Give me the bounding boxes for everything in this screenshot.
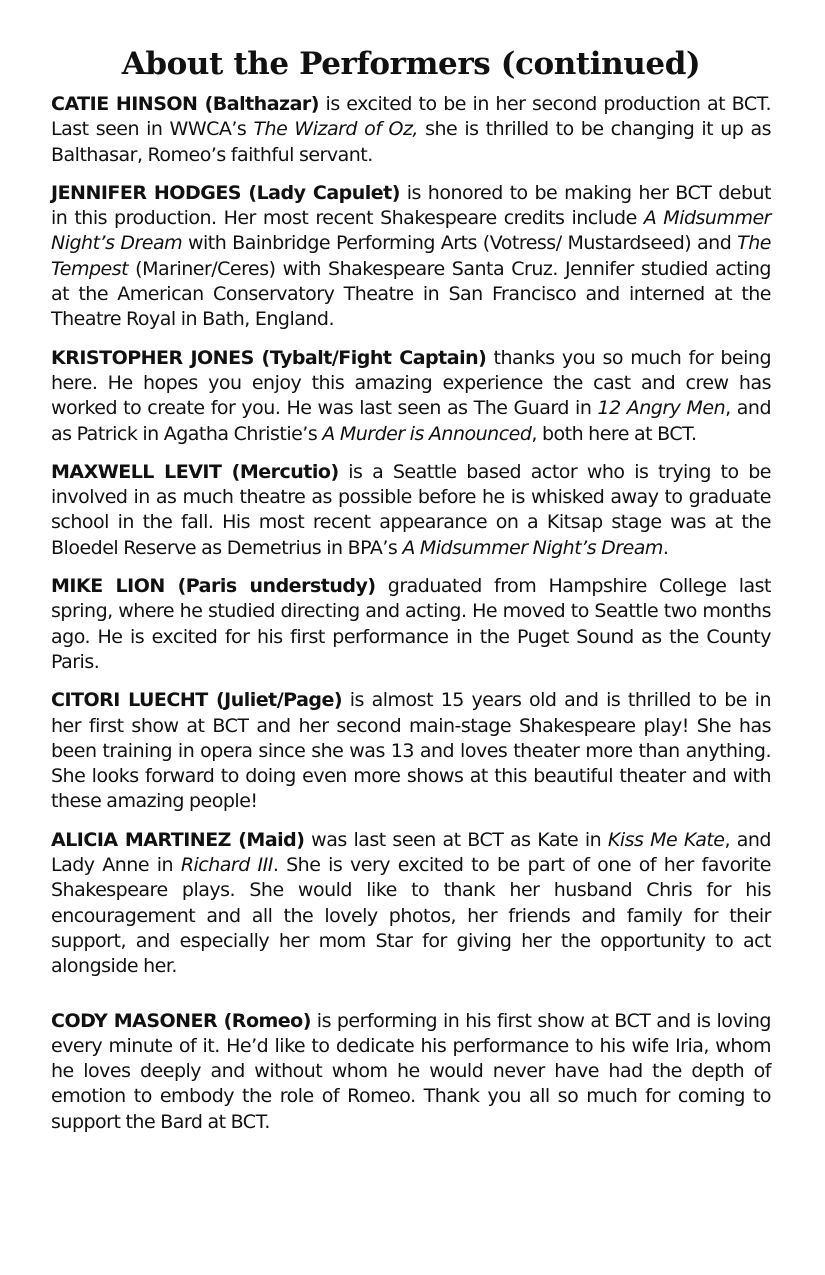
performer-name: KRISTOPHER JONES (Tybalt/Fight Captain) [51,346,487,369]
bio-text: thanks you so much for being here. He hopes you enjoy this amazing experience the cast and crew has worked to create for you. He was last seen as The Guard in [51,346,771,420]
bio-text: was last seen at BCT as Kate in [304,828,608,851]
show-title: A Midsummer Night’s Dream [51,207,771,255]
bio-mike-lion [51,574,771,675]
show-title: A Midsummer Night’s Dream [402,536,663,559]
bio-text: . She is very excited to be part of one of her favorite Shakespeare plays. She would like to thank her husband Chris for his encouragement and all the lovely photos, her friends and family for their support, and especially her mom Star for giving her the opportunity to act alongside her. [51,854,771,978]
performer-name: ALICIA MARTINEZ (Maid) [51,828,305,851]
performer-name: CODY MASONER (Romeo) [51,1009,311,1032]
performer-name: MIKE LION (Paris understudy) [51,575,376,598]
performer-name: CATIE HINSON (Balthazar) [51,93,319,115]
bio-text: is excited to be in her second production at BCT. Last seen in WWCA’s [51,93,772,141]
bio-text: is almost 15 years old and is thrilled to be in her first show at BCT and her second main-stage Shakespeare play! She has been training in opera since she was 13 and loves theater more than anything. She looks forward to doing even more shows at this beautiful theater and with these amazing people! [51,689,771,813]
bio-citori-luecht [51,688,771,814]
show-title: 12 Angry Men [597,397,726,420]
bio-text: graduated from Hampshire College last spring, where he studied directing and acting. He moved to Seattle two months ago. He is excited for his first performance in the Puget Sound as the County Paris. [51,575,771,673]
bio-text: , both here at BCT. [531,422,697,445]
bio-text: , and as Patrick in Agatha Christie’s [51,397,771,445]
bio-text: is a Seattle based actor who is trying to be involved in as much theatre as possible before he is whisked away to graduate school in the fall. His most recent appearance on a Kitsap stage was at the Bloedel Reserve as Demetrius in BPA’s [51,460,771,559]
bio-text: is performing in his first show at BCT and is loving every minute of it. He’d like to dedicate his performance to his wife Iria, whom he loves deeply and without whom he would never have had the depth of emotion to embody the role of Romeo. Thank you all so much for coming to support the Bard at BCT. [51,1009,771,1133]
performer-name: JENNIFER HODGES (Lady Capulet) [51,181,400,204]
bio-text: she is thrilled to be changing it up as Balthasar, Romeo’s faithful servant. [51,118,771,166]
bio-text: (Mariner/Ceres) with Shakespeare Santa Cruz. Jennifer studied acting at the American Conservatory Theatre in San Francisco and interned at the Theatre Royal in Bath, England. [51,257,771,331]
page-title: About the Performers (continued) [121,46,701,82]
bio-kristopher-jones [51,346,771,447]
show-title: Richard III [180,854,273,877]
bio-jennifer-hodges [51,181,771,333]
bio-text: . [662,536,669,559]
bio-alicia-martinez [51,828,771,980]
bio-text: with Bainbridge Performing Arts (Votress/ Mustardseed) and [182,232,738,255]
show-title: The Tempest [51,232,771,280]
bio-cody-masoner [51,1009,771,1135]
performer-name: MAXWELL LEVIT (Mercutio) [51,460,339,483]
show-title: A Murder is Announced [322,422,532,445]
bio-text: is honored to be making her BCT debut in this production. Her most recent Shakespeare credits include [51,181,771,230]
performer-name: CITORI LUECHT (Juliet/Page) [51,689,343,712]
bio-maxwell-levit [51,460,771,561]
bio-catie-hinson [51,92,771,168]
bio-text: , and Lady Anne in [51,828,771,877]
show-title: The Wizard of Oz, [253,118,418,141]
show-title: Kiss Me Kate [607,828,725,851]
program-page [51,44,771,1148]
